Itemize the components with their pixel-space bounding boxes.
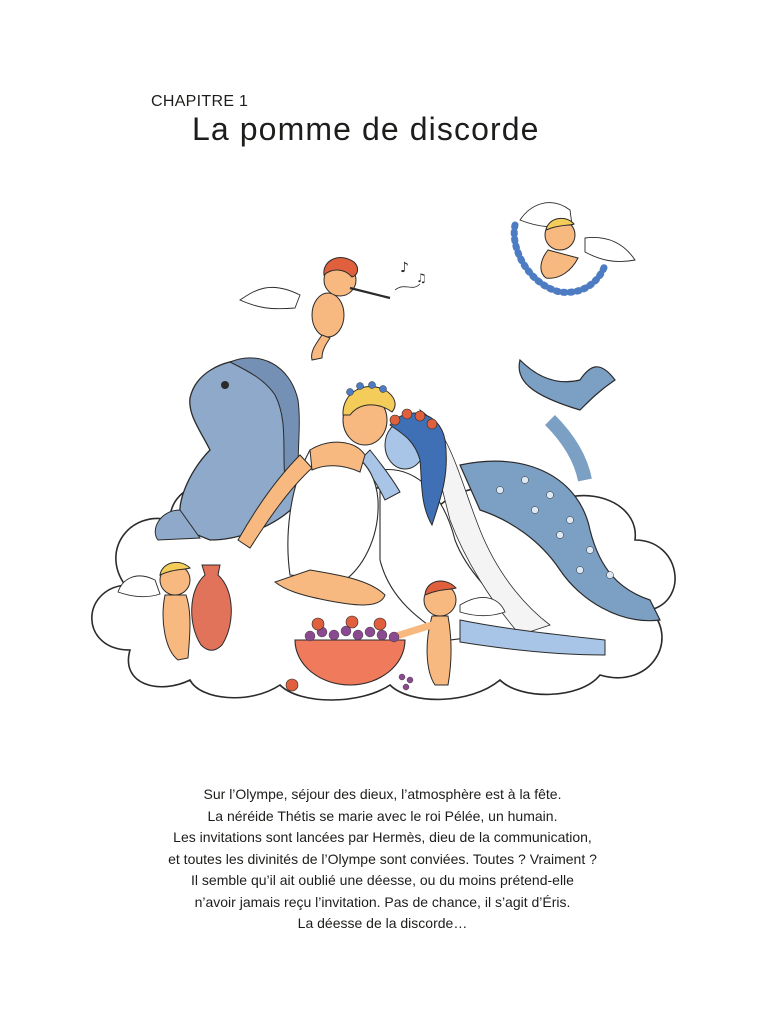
story-line: Les invitations sont lancées par Hermès, dieu de la communication, xyxy=(173,829,592,845)
wedding-illustration xyxy=(60,180,710,720)
cherub-garland xyxy=(514,203,635,293)
story-line: n’avoir jamais reçu l’invitation. Pas de chance, il s’agit d’Éris. xyxy=(194,893,571,910)
fish-fin xyxy=(519,360,615,410)
svg-text:♫: ♫ xyxy=(416,271,427,285)
story-line: La néréide Thétis se marie avec le roi Pélée, un humain. xyxy=(207,807,558,824)
horse-eye xyxy=(221,381,229,389)
story-line: La déesse de la discorde… xyxy=(297,915,468,931)
chapter-title: La pomme de discorde xyxy=(192,111,540,147)
svg-text:♪: ♪ xyxy=(400,260,409,276)
story-line: Il semble qu’il ait oublié une déesse, ou du moins prétend-elle xyxy=(191,872,574,888)
story-text xyxy=(100,784,665,935)
story-line: Sur l’Olympe, séjour des dieux, l’atmosphère est à la fête. xyxy=(203,786,562,802)
story-line: et toutes les divinités de l’Olympe sont conviées. Toutes ? Vraiment ? xyxy=(168,850,597,867)
chapter-label: CHAPITRE 1 xyxy=(151,93,249,110)
cherub-flute xyxy=(240,258,427,360)
